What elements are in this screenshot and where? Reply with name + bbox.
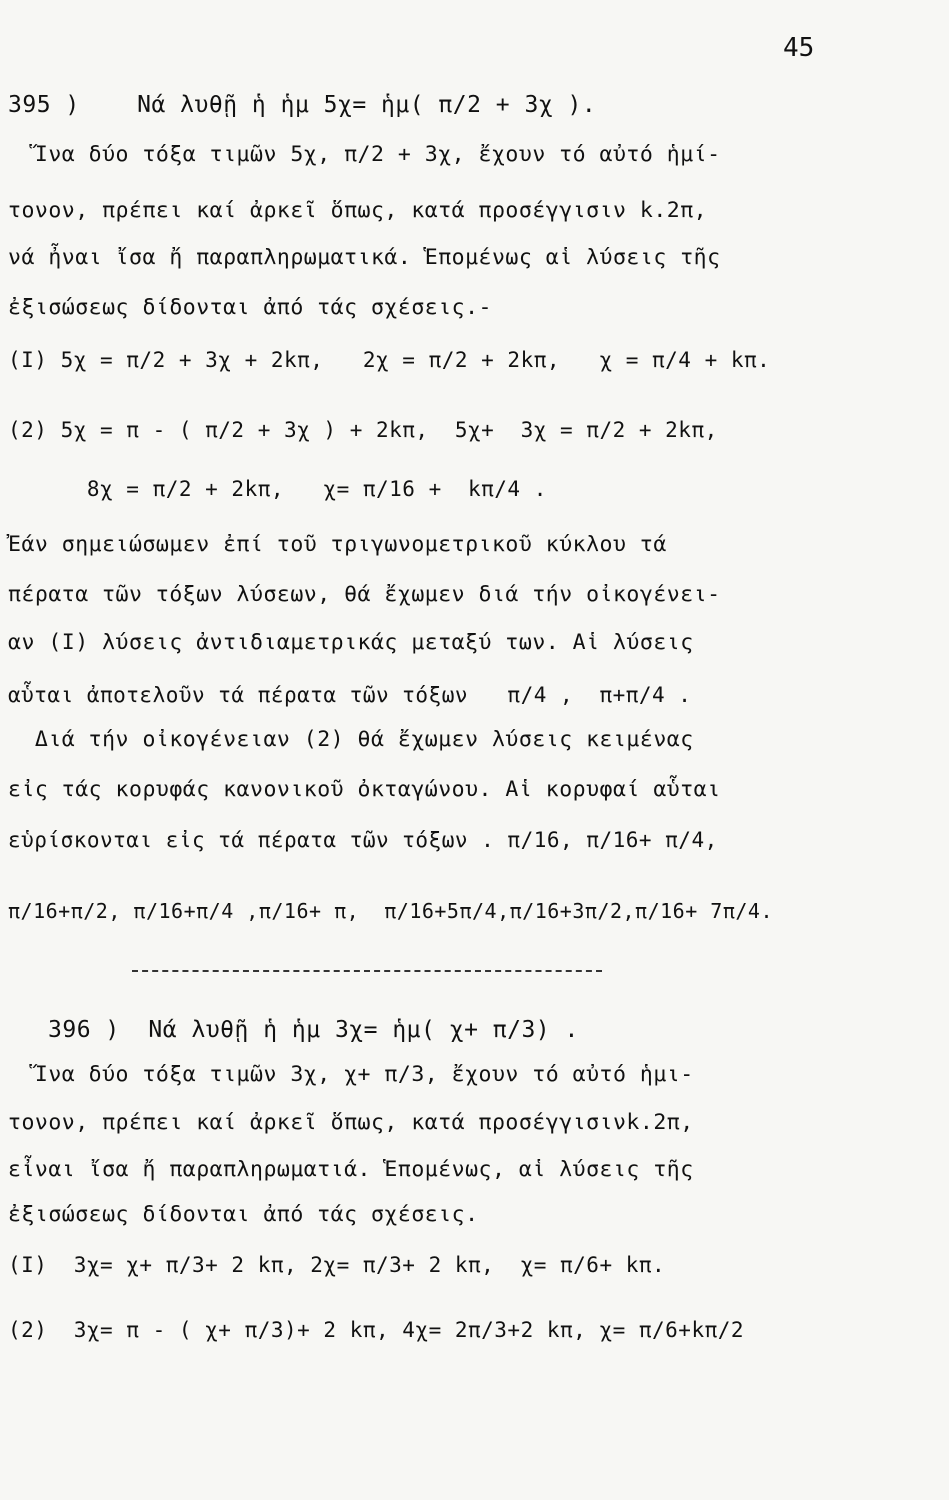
text-line: εἶναι ἴσα ἤ παραπληρωματιά. Ἑπομένως, αἱ λύσεις τῆς [8, 1157, 694, 1182]
text-line: (2) 3χ= π - ( χ+ π/3)+ 2 kπ, 4χ= 2π/3+2 kπ, χ= π/6+kπ/2 [8, 1318, 745, 1342]
text-line: π/16+π/2, π/16+π/4 ,π/16+ π, π/16+5π/4,π/16+3π/2,π/16+ 7π/4. [8, 899, 774, 923]
text-line: τονον, πρέπει καί ἀρκεῖ ὅπως, κατά προσέγγισινk.2π, [8, 1110, 694, 1135]
text-line: (I) 5χ = π/2 + 3χ + 2kπ, 2χ = π/2 + 2kπ, χ = π/4 + kπ. [8, 348, 771, 372]
text-line: (I) 3χ= χ+ π/3+ 2 kπ, 2χ= π/3+ 2 kπ, χ= π/6+ kπ. [8, 1253, 666, 1277]
text-line: εὑρίσκονται εἰς τά πέρατα τῶν τόξων . π/16, π/16+ π/4, [8, 828, 718, 852]
text-line: πέρατα τῶν τόξων λύσεων, θά ἔχωμεν διά τήν οἰκογένει- [8, 582, 721, 607]
text-line: τονον, πρέπει καί ἀρκεῖ ὅπως, κατά προσέγγισιν k.2π, [8, 198, 708, 223]
text-line: Ἵνα δύο τόξα τιμῶν 3χ, χ+ π/3, ἔχουν τό αὐτό ἡμι- [8, 1062, 694, 1087]
text-line: ἐξισώσεως δίδονται ἀπό τάς σχέσεις. [8, 1202, 479, 1227]
text-line: 395 ) Νά λυθῇ ἡ ἡμ 5χ= ἡμ( π/2 + 3χ ). [8, 92, 597, 118]
page-number: 45 [783, 33, 815, 63]
section-divider [132, 970, 602, 972]
text-line: Ἵνα δύο τόξα τιμῶν 5χ, π/2 + 3χ, ἔχουν τό αὐτό ἡμί- [8, 142, 721, 167]
text-line: εἰς τάς κορυφάς κανονικοῦ ὀκταγώνου. Αἱ κορυφαί αὗται [8, 777, 721, 802]
text-line: ἐξισώσεως δίδονται ἀπό τάς σχέσεις.- [8, 295, 492, 320]
text-line: αὗται ἀποτελοῦν τά πέρατα τῶν τόξων π/4 , π+π/4 . [8, 683, 692, 707]
text-line: αν (I) λύσεις ἀντιδιαμετρικάς μεταξύ των. Αἱ λύσεις [8, 630, 694, 655]
text-line: Διά τήν οἰκογένειαν (2) θά ἔχωμεν λύσεις κειμένας [8, 727, 694, 752]
text-line: Ἐάν σημειώσωμεν ἐπί τοῦ τριγωνομετρικοῦ κύκλου τά [8, 532, 667, 557]
text-line: νά ἦναι ἴσα ἤ παραπληρωματικά. Ἑπομένως αἱ λύσεις τῆς [8, 245, 721, 270]
text-line: 396 ) Νά λυθῇ ἡ ἡμ 3χ= ἡμ( χ+ π/3) . [48, 1017, 579, 1043]
text-line: (2) 5χ = π - ( π/2 + 3χ ) + 2kπ, 5χ+ 3χ = π/2 + 2kπ, [8, 418, 718, 442]
text-line: 8χ = π/2 + 2kπ, χ= π/16 + kπ/4 . [8, 477, 547, 501]
